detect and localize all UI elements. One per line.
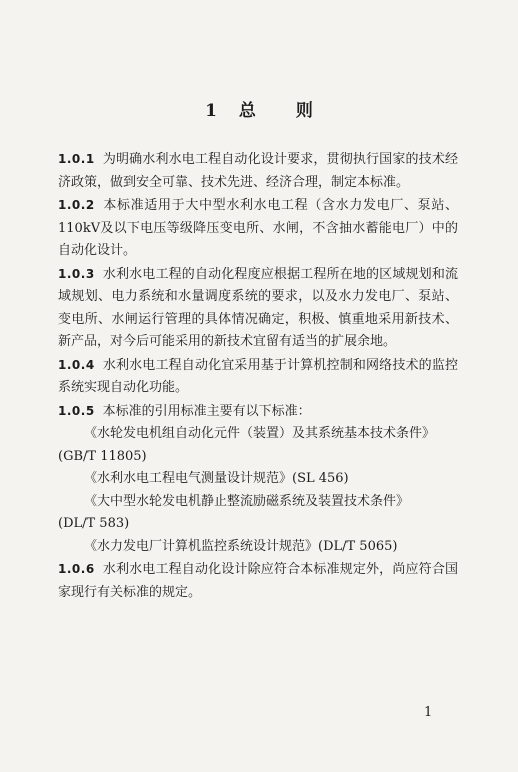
page-number: 1 xyxy=(424,705,433,720)
reference-standard-2 xyxy=(58,468,458,491)
reference-standard-1 xyxy=(58,423,458,446)
reference-title: 《水利水电工程电气测量设计规范》(SL 456) xyxy=(84,471,349,486)
clause-1-0-1 xyxy=(58,148,458,194)
chapter-number: 1 xyxy=(205,101,217,121)
reference-title: 《大中型水轮发电机静止整流励磁系统及装置技术条件》 xyxy=(84,493,410,509)
clause-number: 1.0.6 xyxy=(58,562,95,576)
clause-number: 1.0.5 xyxy=(58,403,95,418)
reference-standard-3-code xyxy=(58,513,458,536)
chapter-body xyxy=(58,148,458,604)
reference-standard-1-code xyxy=(58,446,458,469)
clause-text: 水利水电工程自动化宜采用基于计算机控制和网络技术的监控系统实现自动化功能。 xyxy=(58,357,458,395)
clause-1-0-5 xyxy=(58,400,458,424)
clause-number: 1.0.2 xyxy=(58,198,95,212)
reference-code: (DL/T 583) xyxy=(58,516,130,531)
clause-text: 水利水电工程的自动化程度应根据工程所在地的区域规划和流域规划、电力系统和水量调度系统的要求，以及水力发电厂、泵站、变电所、水闸运行管理的具体情况确定，积极、慎重地采用新技术、新产品，对今后可能采用的新技术宜留有适当的扩展余地。 xyxy=(58,266,458,349)
chapter-title-word-2: 则 xyxy=(295,101,313,121)
reference-title: 《水力发电厂计算机监控系统设计规范》(DL/T 5065) xyxy=(84,538,398,554)
clause-text: 本标准适用于大中型水利水电工程（含水力发电厂、泵站、110kV及以下电压等级降压变电所、水闸，不含抽水蓄能电厂）中的自动化设计。 xyxy=(58,198,458,258)
chapter-title xyxy=(0,96,518,121)
reference-standard-4 xyxy=(58,536,458,559)
clause-1-0-2 xyxy=(58,194,458,263)
clause-1-0-3 xyxy=(58,263,458,354)
reference-standard-3 xyxy=(58,491,458,514)
clause-text: 为明确水利水电工程自动化设计要求，贯彻执行国家的技术经济政策，做到安全可靠、技术先进、经济合理，制定本标准。 xyxy=(58,152,458,190)
clause-number: 1.0.1 xyxy=(58,152,95,166)
reference-code: (GB/T 11805) xyxy=(58,448,147,464)
clause-1-0-6 xyxy=(58,558,458,604)
clause-text: 本标准的引用标准主要有以下标准： xyxy=(102,403,311,419)
chapter-title-word-1: 总 xyxy=(238,101,256,121)
reference-title: 《水轮发电机组自动化元件（装置）及其系统基本技术条件》 xyxy=(84,426,436,441)
clause-number: 1.0.4 xyxy=(58,357,95,372)
clause-text: 水利水电工程自动化设计除应符合本标准规定外，尚应符合国家现行有关标准的规定。 xyxy=(58,562,458,600)
clause-number: 1.0.3 xyxy=(58,266,95,281)
clause-1-0-4 xyxy=(58,354,458,400)
